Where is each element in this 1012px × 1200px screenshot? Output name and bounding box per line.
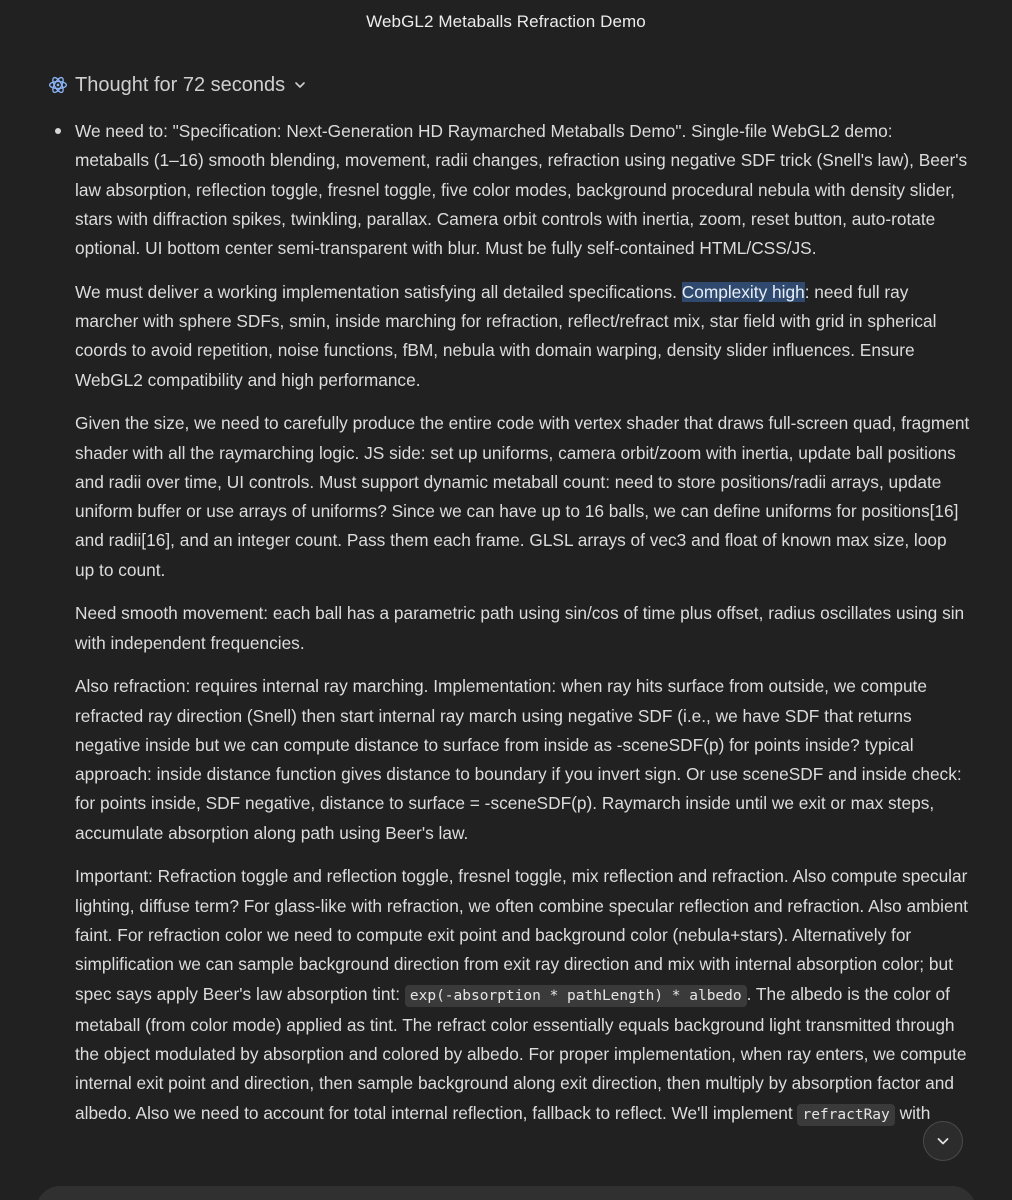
inline-code: refractRay	[797, 1104, 894, 1126]
paragraph-text: : need full ray marcher with sphere SDFs, smin, inside marching for refraction, reflect/refract mix, star field with grid in spherical coords to avoid repetition, noise functions, fBM, nebula with domain warping, density slider influences. Ensure WebGL2 compatibility and high performance.	[75, 281, 937, 390]
paragraph-text: with	[894, 1102, 931, 1123]
highlighted-text: Complexity high	[681, 281, 805, 302]
chat-title: WebGL2 Metaballs Refraction Demo	[366, 12, 646, 31]
bullet-point	[55, 128, 61, 134]
message-composer[interactable]	[36, 1186, 976, 1200]
paragraph-text: Need smooth movement: each ball has a parametric path using sin/cos of time plus offset, radius oscillates using sin with independent frequencies.	[75, 603, 965, 653]
paragraph	[75, 672, 970, 848]
thought-content	[75, 117, 970, 1144]
scroll-down-button[interactable]	[923, 1121, 963, 1161]
paragraph-text: Important: Refraction toggle and reflection toggle, fresnel toggle, mix reflection and refraction. Also compute specular lighting, diffuse term? For glass-like with refraction, we often combine specular reflection and refraction. Also ambient faint. For refraction color we need to compute exit point and background color (nebula+stars). Alternatively for simplification we can sample background direction from exit ray direction and mix with internal absorption color; but spec says apply Beer's law absorption tint:	[75, 866, 968, 1004]
thought-toggle[interactable]	[48, 70, 307, 100]
paragraph-text: Also refraction: requires internal ray marching. Implementation: when ray hits surface from outside, we compute refracted ray direction (Snell) then start internal ray march using negative SDF (i.e., we have SDF that returns negative inside but we can compute distance to surface from inside as -sceneSDF(p) for points inside? typical approach: inside distance function gives distance to boundary if you invert sign. Or use sceneSDF and inside check: for points inside, SDF negative, distance to surface = -sceneSDF(p). Raymarch inside until we exit or max steps, accumulate absorption along path using Beer's law.	[75, 676, 962, 843]
paragraph	[75, 409, 970, 585]
paragraph-text: . The albedo is the color of metaball (from color mode) applied as tint. The refract color essentially equals background light transmitted through the object modulated by absorption and colored by albedo. For proper implementation, when ray enters, we compute internal exit point and direction, then sample background along exit direction, then multiply by absorption factor and albedo. Also we need to account for total internal reflection, fallback to reflect. We'll implement	[75, 983, 967, 1123]
paragraph	[75, 117, 970, 263]
thought-label: Thought for 72 seconds	[75, 73, 286, 96]
paragraph-text: We need to: "Specification: Next-Generation HD Raymarched Metaballs Demo". Single-file WebGL2 demo: metaballs (1–16) smooth blending, movement, radii changes, refraction using negative SDF trick (Snell's law), Beer's law absorption, reflection toggle, fresnel toggle, five color modes, background procedural nebula with density slider, stars with diffraction spikes, twinkling, parallax. Camera orbit controls with inertia, zoom, reset button, auto-rotate optional. UI bottom center semi-transparent with blur. Must be fully self-contained HTML/CSS/JS.	[75, 121, 968, 259]
chat-header	[0, 0, 1012, 44]
atom-icon	[48, 75, 68, 95]
paragraph	[75, 278, 970, 395]
paragraph-text: We must deliver a working implementation satisfying all detailed specifications.	[75, 281, 682, 302]
inline-code: exp(-absorption * pathLength) * albedo	[405, 985, 747, 1007]
paragraph	[75, 862, 970, 1130]
chevron-down-icon	[293, 78, 307, 92]
chevron-down-icon	[935, 1133, 951, 1149]
paragraph	[75, 599, 970, 658]
paragraph-text: Given the size, we need to carefully produce the entire code with vertex shader that draws full-screen quad, fragment shader with all the raymarching logic. JS side: set up uniforms, camera orbit/zoom with inertia, update ball positions and radii over time, UI controls. Must support dynamic metaball count: need to store positions/radii arrays, update uniform buffer or use arrays of uniforms? Since we can have up to 16 balls, we can define uniforms for positions[16] and radii[16], and an integer count. Pass them each frame. GLSL arrays of vec3 and float of known max size, loop up to count.	[75, 413, 970, 580]
